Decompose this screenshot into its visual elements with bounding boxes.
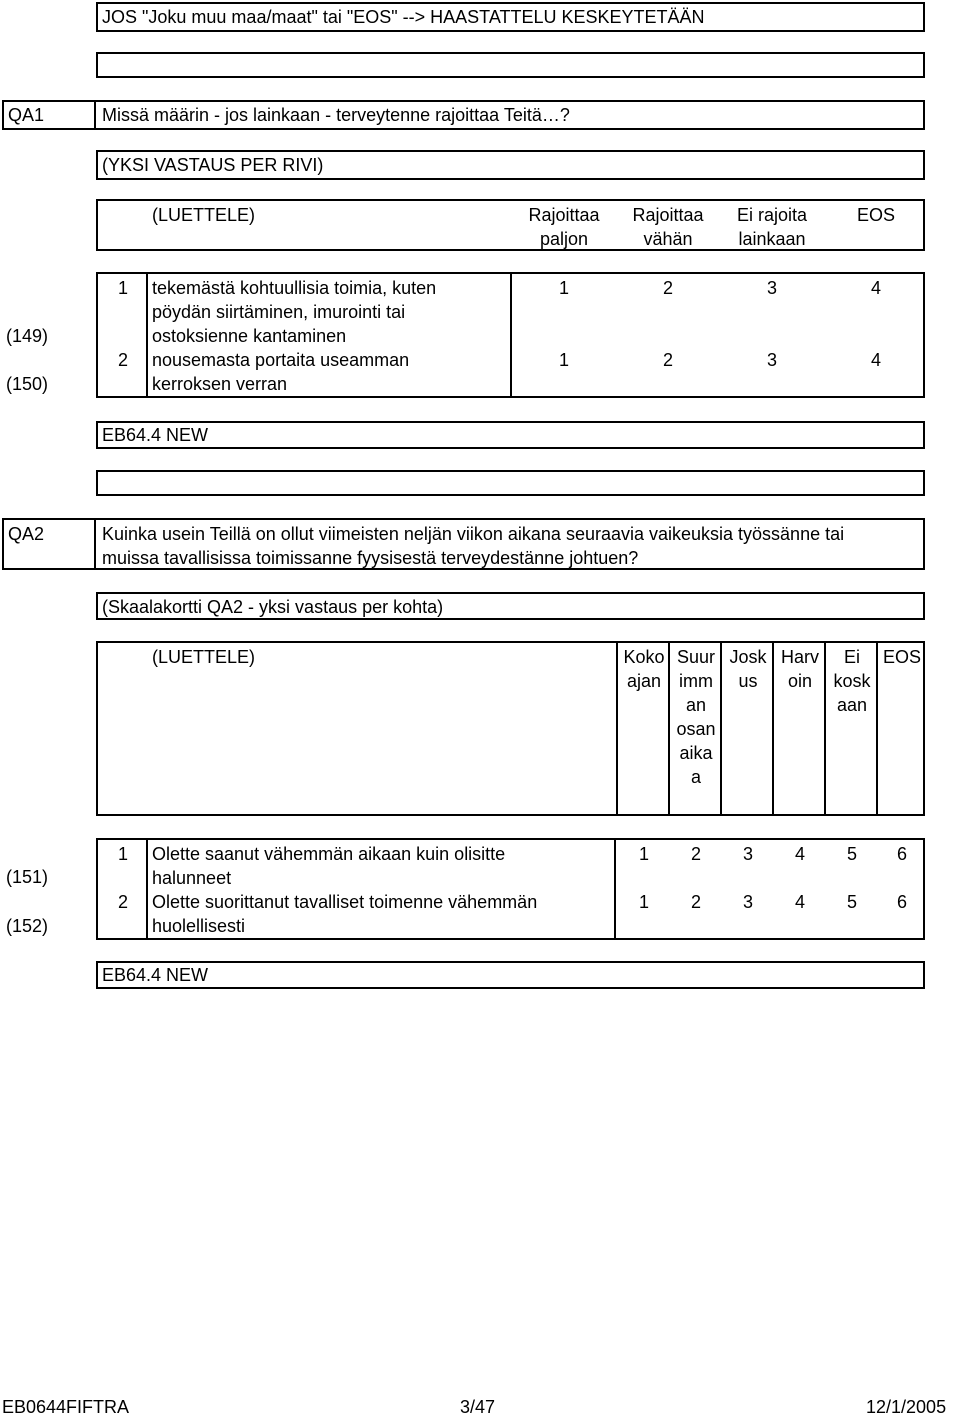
qa2-row2-code4[interactable]: 4 [794, 892, 805, 912]
qa2-h-c2-3: osan [676, 719, 716, 739]
qa2-question-line2: muissa tavallisissa toimissanne fyysisestä terveydestänne johtuen? [102, 548, 639, 568]
qa1-question: Missä määrin - jos lainkaan - terveytenne rajoittaa Teitä…? [102, 105, 570, 125]
qa1-header-col2a: Rajoittaa [632, 205, 704, 225]
qa2-row2-code5[interactable]: 5 [846, 892, 857, 912]
qa2-row1-line1: Olette saanut vähemmän aikaan kuin olisitte [152, 844, 506, 864]
qa2-header [96, 641, 925, 816]
qa2-h-c2-1: imm [679, 671, 713, 691]
qa1-instruction-box [96, 150, 925, 180]
qa2-h-c4-0: Harv [780, 647, 819, 667]
qa1-header-col3a: Ei rajoita [736, 205, 808, 225]
qa2-row1-code6[interactable]: 6 [896, 844, 907, 864]
qa2-h-c2-5: a [690, 767, 701, 787]
blank-box-2 [96, 470, 925, 496]
qa2-row2-code3[interactable]: 3 [742, 892, 753, 912]
qa1-row2-code4[interactable]: 4 [870, 350, 881, 370]
qa2-row2-num: 2 [118, 892, 129, 912]
qa2-h-c1-0: Koko [623, 647, 665, 667]
qa1-header-list: (LUETTELE) [152, 205, 256, 225]
qa2-h-c3-0: Josk [729, 647, 767, 667]
qa2-row1-code3[interactable]: 3 [742, 844, 753, 864]
qa1-header-col3b: lainkaan [738, 229, 806, 249]
qa2-instruction-box [96, 592, 925, 620]
footer-date: 12/1/2005 [866, 1397, 947, 1417]
qa1-question-box [94, 100, 925, 130]
qa1-code-box [2, 100, 96, 130]
qa2-row2-code1[interactable]: 1 [638, 892, 649, 912]
qa2-row2-line2: huolellisesti [152, 916, 246, 936]
qa2-h-c5-1: kosk [833, 671, 871, 691]
qa1-rows-box [96, 272, 925, 398]
routing-instruction: JOS "Joku muu maa/maat" tai "EOS" --> HAASTATTELU KESKEYTETÄÄN [102, 7, 705, 27]
qa1-header-col1a: Rajoittaa [528, 205, 600, 225]
qa1-row2-line2: kerroksen verran [152, 374, 288, 394]
qa2-tag: EB64.4 NEW [102, 965, 209, 985]
qa1-row2-line1: nousemasta portaita useamman [152, 350, 410, 370]
qa1-row1-code4[interactable]: 4 [870, 278, 881, 298]
qa1-row2-code2[interactable]: 2 [662, 350, 673, 370]
qa2-h-c4-1: oin [787, 671, 813, 691]
routing-instruction-box [96, 2, 925, 32]
qa2-code: QA2 [8, 524, 45, 544]
qa2-row1-num: 1 [118, 844, 129, 864]
qa2-h-c2-0: Suur [676, 647, 716, 667]
qa2-row2-line1: Olette suorittanut tavalliset toimenne vähemmän [152, 892, 538, 912]
qa1-tag-box [96, 421, 925, 449]
qa2-instruction: (Skaalakortti QA2 - yksi vastaus per kohta) [102, 597, 444, 617]
var-151: (151) [6, 867, 49, 887]
qa2-question-box [94, 518, 925, 570]
qa1-row2-code1[interactable]: 1 [558, 350, 569, 370]
qa2-row1-code2[interactable]: 2 [690, 844, 701, 864]
blank-box-1 [96, 52, 925, 78]
qa1-row1-line2: pöydän siirtäminen, imurointi tai [152, 302, 406, 322]
qa1-instruction: (YKSI VASTAUS PER RIVI) [102, 155, 324, 175]
qa2-h-c2-4: aika [679, 743, 713, 763]
qa1-header-col2b: vähän [643, 229, 693, 249]
qa2-tag-box [96, 961, 925, 989]
qa1-header-col4: EOS [856, 205, 895, 225]
qa1-code: QA1 [8, 105, 45, 125]
qa2-h-c2-2: an [685, 695, 707, 715]
qa2-h-c5-0: Ei [843, 647, 860, 667]
qa2-row1-code4[interactable]: 4 [794, 844, 805, 864]
qa2-divider-1 [146, 840, 148, 938]
qa2-rows-box [96, 838, 925, 940]
qa1-row1-line1: tekemästä kohtuullisia toimia, kuten [152, 278, 437, 298]
var-149: (149) [6, 326, 49, 346]
qa1-row1-code3[interactable]: 3 [766, 278, 777, 298]
qa1-row2-code3[interactable]: 3 [766, 350, 777, 370]
footer-doc-id: EB0644FIFTRA [2, 1397, 130, 1417]
qa1-header [96, 199, 925, 251]
qa2-row2-code2[interactable]: 2 [690, 892, 701, 912]
qa2-header-list: (LUETTELE) [152, 647, 256, 667]
qa2-h-c6-0: EOS [882, 647, 921, 667]
qa1-divider-1 [146, 274, 148, 396]
qa1-header-col1b: paljon [539, 229, 589, 249]
qa2-h-c5-2: aan [836, 695, 868, 715]
qa1-row2-num: 2 [118, 350, 129, 370]
qa1-tag: EB64.4 NEW [102, 425, 209, 445]
qa2-row1-code1[interactable]: 1 [638, 844, 649, 864]
qa2-code-box [2, 518, 96, 570]
qa2-row1-line2: halunneet [152, 868, 232, 888]
qa1-row1-code2[interactable]: 2 [662, 278, 673, 298]
var-150: (150) [6, 374, 49, 394]
var-152: (152) [6, 916, 49, 936]
qa2-h-c1-1: ajan [626, 671, 662, 691]
footer-page: 3/47 [460, 1397, 496, 1417]
qa1-row1-num: 1 [118, 278, 129, 298]
qa2-divider-2 [614, 840, 616, 938]
qa2-row1-code5[interactable]: 5 [846, 844, 857, 864]
qa2-question-line1: Kuinka usein Teillä on ollut viimeisten neljän viikon aikana seuraavia vaikeuksia työssänne tai [102, 524, 845, 544]
qa2-row2-code6[interactable]: 6 [896, 892, 907, 912]
qa2-h-c3-1: us [738, 671, 758, 691]
qa1-row1-line3: ostoksienne kantaminen [152, 326, 347, 346]
qa1-row1-code1[interactable]: 1 [558, 278, 569, 298]
